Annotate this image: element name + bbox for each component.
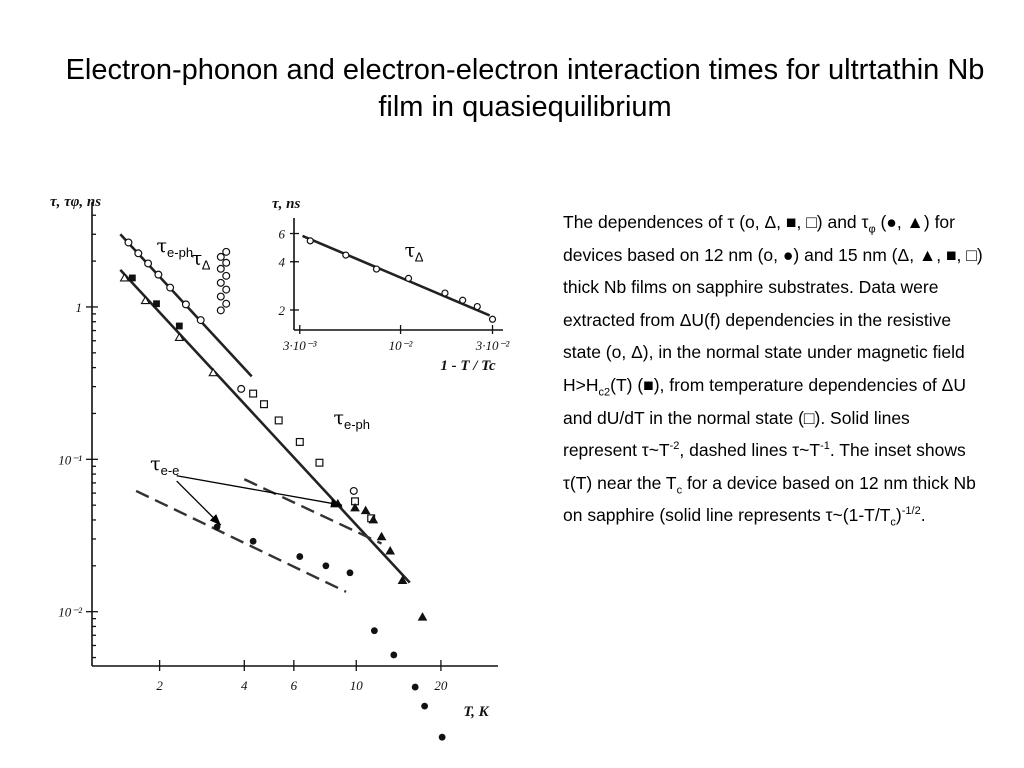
data-point-open-circle <box>474 304 480 310</box>
curve-label-tau-eph-lower: $\tau_{e-ph}$ <box>333 407 371 433</box>
data-point-filled-circle <box>439 734 446 741</box>
slide-title: Electron-phonon and electron-electron interaction times for ultrtathin Nb film in quasiequilibrium <box>65 54 985 123</box>
data-point-open-circle <box>343 252 349 258</box>
inset-y-tick-label: 2 <box>278 302 285 318</box>
data-point-open-circle <box>217 265 224 272</box>
x-tick-label: 2 <box>156 678 163 693</box>
data-point-open-square <box>275 417 282 424</box>
data-point-open-circle <box>490 316 496 322</box>
data-point-open-circle <box>223 259 230 266</box>
x-tick-label: 10 <box>349 678 363 693</box>
data-point-open-circle <box>145 260 152 267</box>
data-point-filled-circle <box>322 562 329 569</box>
x-axis-label: T, K <box>463 704 489 720</box>
data-point-open-circle <box>135 250 142 257</box>
data-point-open-circle <box>307 238 313 244</box>
y-tick-label: 10⁻¹ <box>58 452 82 468</box>
data-point-filled-circle <box>250 538 257 545</box>
y-tick-label: 10⁻² <box>58 604 82 620</box>
data-point-open-circle <box>223 272 230 279</box>
data-point-open-circle <box>197 317 204 324</box>
data-point-open-circle <box>406 275 412 281</box>
data-point-open-circle <box>217 254 224 261</box>
data-point-open-square <box>296 439 303 446</box>
data-point-open-square <box>261 401 268 408</box>
annotation-arrow <box>177 476 342 505</box>
curve-label-tau-delta: $\tau_\Delta$ <box>191 247 211 273</box>
data-point-open-circle <box>373 266 379 272</box>
fit-line-dashed <box>136 491 346 592</box>
inset-x-tick-label: 10⁻² <box>388 338 413 353</box>
figure-description: The dependences of τ (o, Δ, ■, □) and $\tau_\varphi$ (●, ▲) for devices based on 12 nm (o, ●) and 15 nm (Δ, ▲, ■, □) thick Nb films on sapphire substrates. Data were extracted from ΔU(f) dependencies in the resistive state (o, Δ), in the normal state under magnetic field $H>H_{c2}(T)$ (■), from temperature dependencies of ΔU and dU/dT in the normal state (□). Solid lines represent $\tau\sim T^{-2}$, dashed lines $\tau\sim T^{-1}$. The inset shows τ(T) near the $T_c$ for a device based on 12 nm thick Nb on sapphire (solid line represents $\tau\sim(1-T/T_c)^{-1/2}$. <box>563 212 983 529</box>
y-axis-label: τ, τφ, ns <box>50 194 102 210</box>
data-point-filled-triangle <box>362 507 370 514</box>
figure <box>28 178 528 748</box>
main-chart <box>28 178 528 748</box>
data-point-open-circle <box>217 293 224 300</box>
data-point-filled-square <box>129 275 136 282</box>
data-point-filled-triangle <box>386 547 394 554</box>
data-point-filled-square <box>153 300 160 307</box>
data-point-open-circle <box>125 239 132 246</box>
data-point-open-circle <box>167 284 174 291</box>
data-point-open-circle <box>217 307 224 314</box>
data-point-open-circle <box>350 488 357 495</box>
data-point-open-circle <box>155 271 162 278</box>
curve-label-tau-ee: $\tau_{e-e}$ <box>150 453 180 479</box>
data-point-filled-triangle <box>378 533 386 540</box>
data-point-filled-circle <box>412 684 419 691</box>
data-point-open-circle <box>442 290 448 296</box>
inset-y-tick-label: 6 <box>278 226 285 242</box>
curve-label-tau-eph-upper: $\tau_{e-ph}$ <box>156 234 194 260</box>
data-point-open-square <box>250 390 257 397</box>
data-point-open-circle <box>182 301 189 308</box>
data-point-open-circle <box>223 248 230 255</box>
inset-x-axis-label: 1 - T / Tc <box>440 358 496 374</box>
data-point-filled-triangle <box>419 613 427 620</box>
y-tick-label: 1 <box>75 299 82 315</box>
x-tick-label: 4 <box>241 678 248 693</box>
x-tick-label: 20 <box>434 678 448 693</box>
data-point-filled-circle <box>421 703 428 710</box>
data-point-filled-circle <box>390 652 397 659</box>
fit-line-dashed <box>244 479 381 543</box>
inset-x-tick-label: 3·10⁻² <box>475 338 510 353</box>
data-point-open-circle <box>238 385 245 392</box>
curve-label-tau-delta-inset: $\tau_\Delta$ <box>404 239 424 265</box>
data-point-open-circle <box>223 300 230 307</box>
x-tick-label: 6 <box>290 678 298 693</box>
data-point-filled-circle <box>371 627 378 634</box>
data-point-open-square <box>316 459 323 466</box>
data-point-open-circle <box>217 279 224 286</box>
data-point-open-circle <box>460 297 466 303</box>
inset-y-tick-label: 4 <box>278 254 285 270</box>
data-point-open-circle <box>223 286 230 293</box>
inset-x-tick-label: 3·10⁻³ <box>283 338 317 353</box>
data-point-filled-circle <box>296 553 303 560</box>
inset-y-axis-label: τ, ns <box>272 196 301 212</box>
data-point-filled-square <box>176 323 183 330</box>
data-point-filled-circle <box>347 569 354 576</box>
